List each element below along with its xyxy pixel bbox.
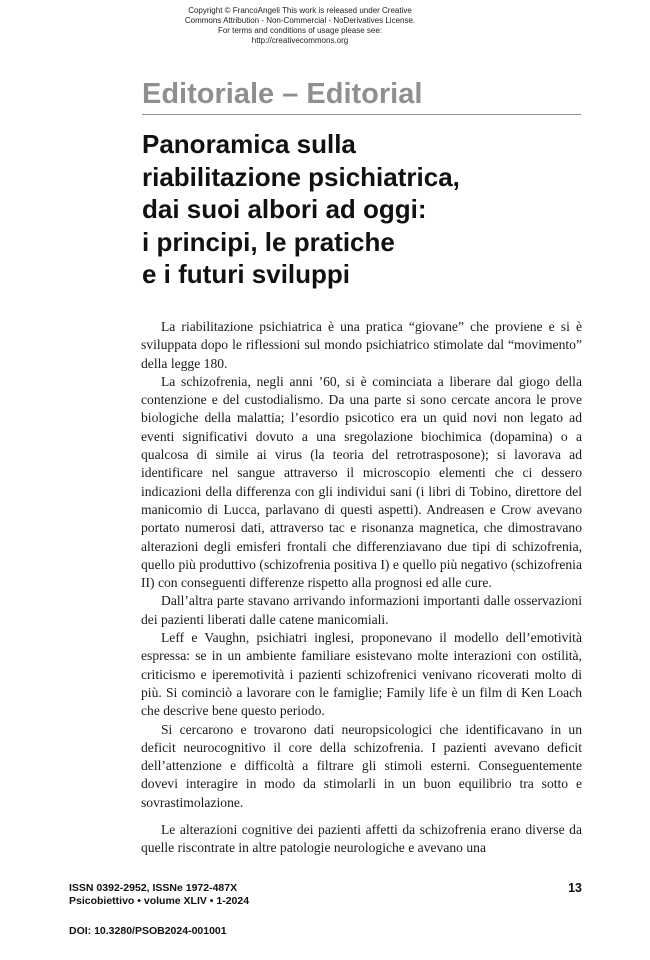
- title-line: e i futuri sviluppi: [142, 259, 351, 289]
- body-paragraph: Si cercarono e trovarono dati neuropsicologici che identificavano in un deficit neurocognitivo il core della schizofrenia. I pazienti avevano deficit dell’attenzione e difficoltà a filtrare gli stimoli esterni. Conseguentemente dovevi interagire in modo da stimolarli in un buon equilibrio tra sotto e sovrastimolazione.: [141, 721, 582, 810]
- copyright-line: For terms and conditions of usage please see:: [217, 26, 383, 35]
- title-line: riabilitazione psichiatrica,: [142, 161, 460, 192]
- doi-line: DOI: 10.3280/PSOB2024-001001: [69, 925, 227, 937]
- copyright-notice: [150, 6, 450, 46]
- copyright-line: Commons Attribution - Non-Commercial - NoDerivatives License.: [184, 16, 416, 25]
- body-paragraph: Le alterazioni cognitive dei pazienti affetti da schizofrenia erano diverse da quelle riscontrate in altre patologie neurologiche e avevano una: [141, 822, 582, 856]
- page-number: 13: [568, 881, 582, 895]
- article-body: [141, 318, 582, 858]
- journal-issue-line: Psicobiettivo • volume XLIV • 1-2024: [69, 895, 250, 907]
- section-divider: [142, 114, 581, 115]
- body-paragraph: La schizofrenia, negli anni ’60, si è cominciata a liberare dal giogo della contenzione e del custodialismo. Da una parte si sono cercate ancora le prove biologiche della malattia; l’esordio psicotico era un quid novi non legato ad eventi significativi dovuto a una sregolazione biochimica (dopamina) o a qualcosa di simile ai virus (la teoria del retrotrasposone); si lavorava ad identificare nel sangue attraverso il microscopio elementi che ci dessero indicazioni della differenza con gli individui sani (i libri di Tobino, direttore del manicomio di Lucca, parlavano di questi aspetti). Andreasen e Crow avevano portato numerosi dati, attraverso tac e risonanza magnetica, che dimostravano alterazioni degli emisferi frontali che differenziavano due tipi di schizofrenia, quello più produttivo (schizofrenia positiva I) e quello più negativo (schizofrenia II) con conseguenti differenze rispetto alla prognosi ed alle cure.: [141, 373, 582, 591]
- title-line: i principi, le pratiche: [142, 226, 395, 257]
- section-label: Editoriale – Editorial: [142, 78, 423, 110]
- title-line: dai suoi albori ad oggi:: [142, 194, 427, 224]
- body-paragraph: La riabilitazione psichiatrica è una pratica “giovane” che proviene e si è sviluppata dopo le riflessioni sul mondo psichiatrico stimolate dal “movimento” della legge 180.: [141, 319, 582, 371]
- title-line: Panoramica sulla: [142, 129, 356, 159]
- issn-line: ISSN 0392-2952, ISSNe 1972-487X: [69, 882, 238, 894]
- copyright-line: Copyright © FrancoAngeli This work is released under Creative: [188, 6, 412, 15]
- copyright-link: http://creativecommons.org: [251, 36, 349, 45]
- body-paragraph: Leff e Vaughn, psichiatri inglesi, proponevano il modello dell’emotività espressa: se in un ambiente familiare esistevano molte interazioni con ostilità, criticismo e iperemotività i pazienti schizofrenici venivano ricoverati molto di più. Si cominciò a lavorare con le famiglie; Family life è un film di Ken Loach che descrive bene questo periodo.: [141, 630, 582, 719]
- article-title: [142, 128, 592, 291]
- page-footer: [69, 882, 582, 908]
- body-paragraph: Dall’altra parte stavano arrivando informazioni importanti dalle osservazioni dei pazienti liberati dalle catene manicomiali.: [141, 593, 582, 627]
